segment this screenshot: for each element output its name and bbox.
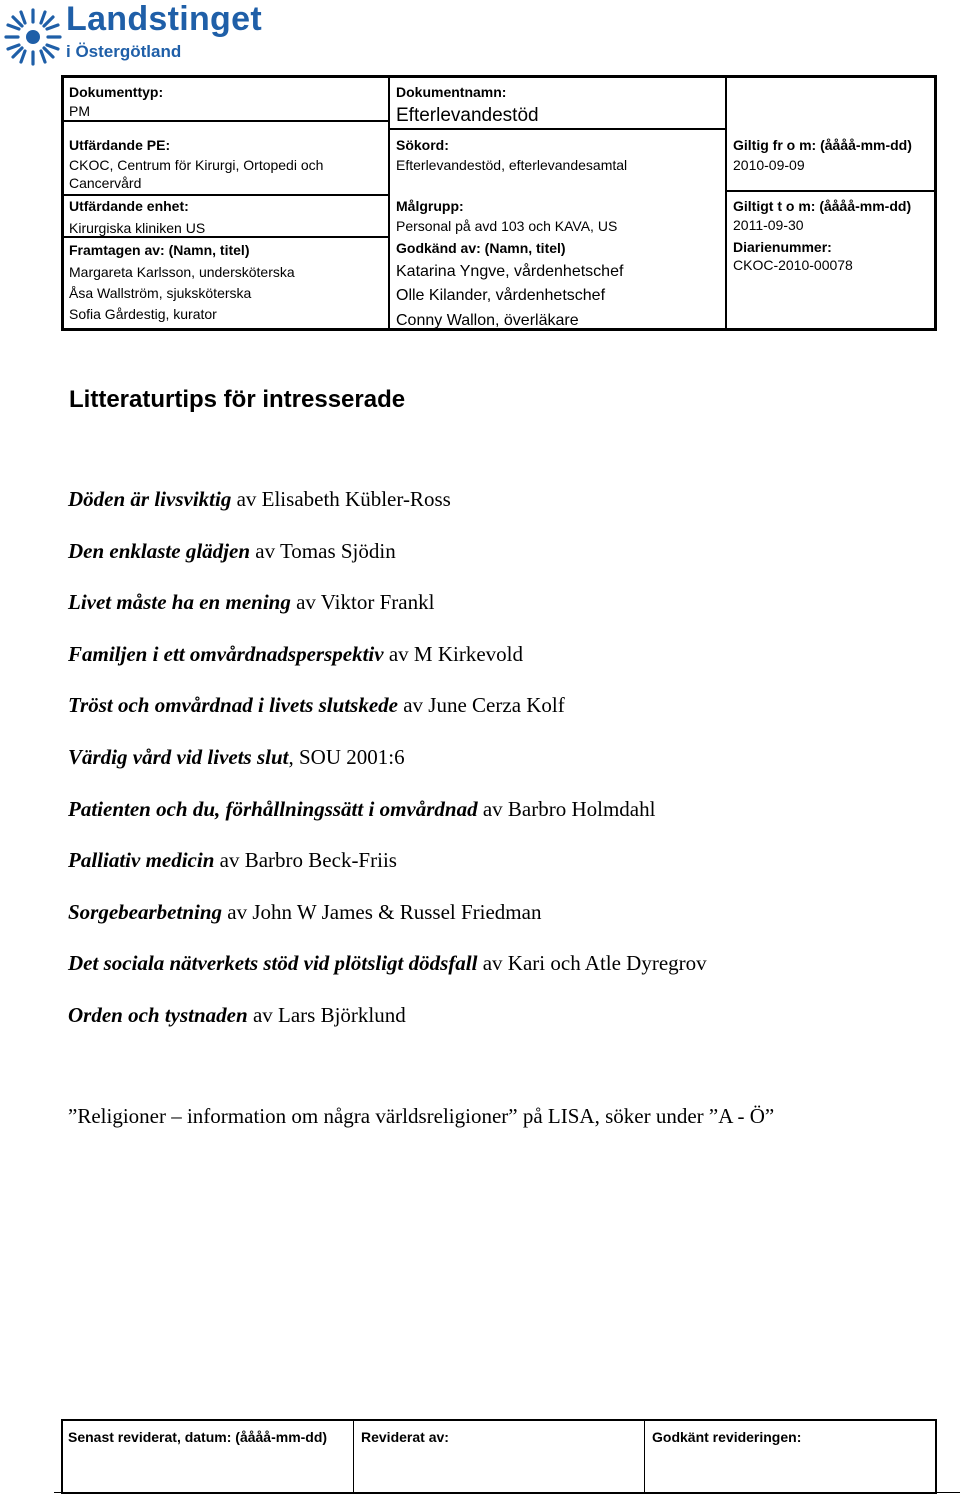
doc-name-value: Efterlevandestöd [396,105,539,126]
list-item [68,690,707,742]
search-terms-label: Sökord: [396,137,449,153]
book-title: Tröst och omvårdnad i livets slutskede [68,693,398,718]
doc-type-label: Dokumenttyp: [69,84,164,100]
list-item [68,845,707,897]
approver-name: Katarina Yngve, vårdenhetschef [396,263,624,280]
organization-logo [2,0,272,70]
book-title: Palliativ medicin [68,848,215,873]
list-item [68,536,707,588]
religion-resource-note: ”Religioner – information om några världsreligioner” på LISA, söker under ”A - Ö” [68,1104,775,1128]
header-row-divider [388,128,725,130]
valid-to-label: Giltigt t o m: (åååå-mm-dd) [733,198,912,214]
header-divider [388,78,390,328]
book-author: av Barbro Beck-Friis [214,848,397,873]
book-title: Sorgebearbetning [68,899,223,924]
list-item [68,794,707,846]
approved-revision-label: Godkänt revideringen: [652,1429,802,1445]
list-item [68,742,707,794]
approver-name: Olle Kilander, vårdenhetschef [396,287,606,304]
book-author: av Viktor Frankl [290,590,435,615]
book-title: Det sociala nätverkets stöd vid plötsligt dödsfall [68,951,478,976]
book-author: av Tomas Sjödin [250,538,396,563]
page-bottom-rule [54,1492,960,1493]
header-row-divider [725,190,937,192]
literature-list [68,484,707,1052]
list-item [68,587,707,639]
approver-name: Conny Wallon, överläkare [396,312,579,329]
book-title: Den enklaste glädjen [68,538,250,563]
list-item [68,639,707,691]
list-item [68,484,707,536]
unit-label: Utfärdande enhet: [69,198,189,214]
document-header-table [61,75,937,331]
doc-name-label: Dokumentnamn: [396,84,507,100]
issuer-value-cont: Cancervård [69,175,142,191]
landstinget-emblem-icon [2,6,64,68]
revision-divider [353,1421,354,1492]
header-divider [725,78,727,328]
book-title: Patienten och du, förhållningssätt i omvårdnad [68,796,478,821]
approved-by-label: Godkänd av: (Namn, titel) [396,240,566,256]
book-title: Orden och tystnaden [68,1002,248,1027]
list-item [68,1000,707,1052]
target-group-value: Personal på avd 103 och KAVA, US [396,218,618,234]
authors-label: Framtagen av: (Namn, titel) [69,242,250,258]
book-title: Värdig vård vid livets slut [68,744,289,769]
author-name: Margareta Karlsson, undersköterska [69,264,295,280]
page-title: Litteraturtips för intresserade [69,386,406,413]
header-row-divider [64,120,388,122]
revision-divider [644,1421,645,1492]
target-group-label: Målgrupp: [396,198,464,214]
logo-name: Landstinget [66,0,262,38]
list-item [68,897,707,949]
book-author: av M Kirkevold [383,641,523,666]
author-name: Sofia Gårdestig, kurator [69,306,217,322]
doc-type-value: PM [69,103,90,119]
list-item [68,948,707,1000]
book-author: av June Cerza Kolf [397,693,565,718]
revised-date-label: Senast reviderat, datum: (åååå-mm-dd) [68,1429,328,1445]
book-author: av Lars Björklund [247,1002,406,1027]
book-title: Livet måste ha en mening [68,590,291,615]
logo-region: i Östergötland [66,42,182,61]
diary-number-value: CKOC-2010-00078 [733,257,853,273]
issuer-label: Utfärdande PE: [69,137,171,153]
issuer-value: CKOC, Centrum för Kirurgi, Ortopedi och [69,157,324,173]
valid-to-value: 2011-09-30 [733,217,804,233]
revised-by-label: Reviderat av: [361,1429,449,1445]
header-row-divider [64,194,388,196]
book-author: av Elisabeth Kübler-Ross [231,487,451,511]
book-author: av Kari och Atle Dyregrov [477,951,707,976]
valid-from-value: 2010-09-09 [733,157,805,173]
book-title: Familjen i ett omvårdnadsperspektiv [68,641,384,666]
book-author: , SOU 2001:6 [288,744,405,769]
book-author: av John W James & Russel Friedman [222,899,542,924]
search-terms-value: Efterlevandestöd, efterlevandesamtal [396,157,628,173]
author-name: Åsa Wallström, sjuksköterska [69,285,252,301]
book-author: av Barbro Holmdahl [477,796,656,821]
unit-value: Kirurgiska kliniken US [69,220,206,236]
revision-table [61,1419,937,1494]
book-title: Döden är livsviktig [68,487,232,511]
valid-from-label: Giltig fr o m: (åååå-mm-dd) [733,137,912,153]
diary-number-label: Diarienummer: [733,239,832,255]
